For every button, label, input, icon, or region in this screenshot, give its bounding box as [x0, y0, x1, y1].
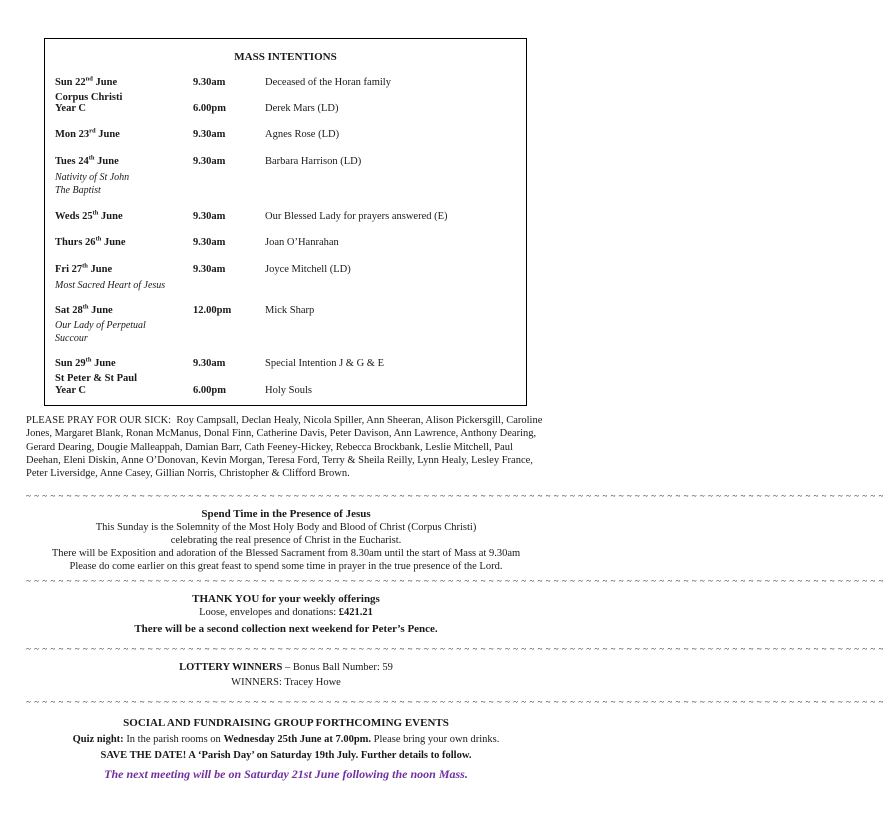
mass-time: 9.30am [193, 237, 226, 248]
quiz-date: Wednesday 25th June at 7.00pm. [223, 734, 372, 745]
next-meeting: The next meeting will be on Saturday 21st June following the noon Mass. [104, 767, 468, 781]
separator: ~ ~ ~ ~ ~ ~ ~ ~ ~ ~ ~ ~ ~ ~ ~ ~ ~ ~ ~ ~ ~ ~ ~ ~ ~ ~ ~ ~ ~ ~ ~ ~ ~ ~ ~ ~ ~ ~ ~ ~ ~ ~ ~ ~ ~ ~ ~ ~ ~ ~ ~ ~ ~ ~ ~ ~ ~ ~ ~ ~ ~ ~ ~ ~ ~ ~ ~ ~ ~ ~ ~ ~ ~ ~ ~ ~ ~ ~ ~ ~ ~ ~ ~ ~ ~ ~ ~ ~ ~ ~ ~ ~ ~ ~ ~ ~ ~ ~ ~ ~ ~ ~ ~ ~ ~ ~ [26, 644, 884, 654]
presence-line-4: Please do come earlier on this great feast to spend some time in prayer in the true presence of the Lord. [69, 561, 503, 572]
mass-intention: Joyce Mitchell (LD) [265, 264, 351, 275]
mass-time: 9.30am [193, 211, 226, 222]
sick-list [26, 414, 548, 480]
presence-line-3: There will be Exposition and adoration of the Blessed Sacrament from 8.30am until the start of Mass at 9.30am [51, 548, 521, 559]
mass-time: 6.00pm [193, 385, 226, 396]
mass-feast-italic: Most Sacred Heart of Jesus [55, 280, 166, 291]
mass-intention: Mick Sharp [265, 305, 315, 316]
events-title: SOCIAL AND FUNDRAISING GROUP FORTHCOMING EVENTS [123, 717, 449, 729]
mass-time: 9.30am [193, 264, 226, 275]
lottery-line [20, 662, 552, 673]
mass-time: 9.30am [193, 77, 226, 88]
mass-day: Thurs 26th June [55, 235, 126, 248]
mass-time: 9.30am [193, 156, 226, 167]
presence-line-2: celebrating the real presence of Christ in the Eucharist. [170, 535, 402, 546]
presence-line-1: This Sunday is the Solemnity of the Most Holy Body and Blood of Christ (Corpus Christi) [95, 522, 477, 533]
mass-feast-name: Corpus Christi [55, 92, 123, 103]
mass-feast-name: Year C [55, 103, 87, 114]
mass-day: Tues 24th June [55, 154, 119, 167]
mass-day: Fri 27th June [55, 262, 113, 275]
mass-intention: Derek Mars (LD) [265, 103, 339, 114]
save-the-date: SAVE THE DATE! A ‘Parish Day’ on Saturday 19th July. Further details to follow. [100, 750, 472, 761]
lottery-bonus: – Bonus Ball Number: 59 [282, 662, 393, 673]
mass-feast-name: St Peter & St Paul [55, 373, 138, 384]
separator: ~ ~ ~ ~ ~ ~ ~ ~ ~ ~ ~ ~ ~ ~ ~ ~ ~ ~ ~ ~ ~ ~ ~ ~ ~ ~ ~ ~ ~ ~ ~ ~ ~ ~ ~ ~ ~ ~ ~ ~ ~ ~ ~ ~ ~ ~ ~ ~ ~ ~ ~ ~ ~ ~ ~ ~ ~ ~ ~ ~ ~ ~ ~ ~ ~ ~ ~ ~ ~ ~ ~ ~ ~ ~ ~ ~ ~ ~ ~ ~ ~ ~ ~ ~ ~ ~ ~ ~ ~ ~ ~ ~ ~ ~ ~ ~ ~ ~ ~ ~ ~ ~ ~ ~ ~ ~ [26, 576, 884, 586]
mass-intention: Barbara Harrison (LD) [265, 156, 362, 167]
mass-intention: Special Intention J & G & E [265, 358, 384, 369]
separator: ~ ~ ~ ~ ~ ~ ~ ~ ~ ~ ~ ~ ~ ~ ~ ~ ~ ~ ~ ~ ~ ~ ~ ~ ~ ~ ~ ~ ~ ~ ~ ~ ~ ~ ~ ~ ~ ~ ~ ~ ~ ~ ~ ~ ~ ~ ~ ~ ~ ~ ~ ~ ~ ~ ~ ~ ~ ~ ~ ~ ~ ~ ~ ~ ~ ~ ~ ~ ~ ~ ~ ~ ~ ~ ~ ~ ~ ~ ~ ~ ~ ~ ~ ~ ~ ~ ~ ~ ~ ~ ~ ~ ~ ~ ~ ~ ~ ~ ~ ~ ~ ~ ~ ~ ~ ~ [26, 491, 884, 501]
mass-feast-italic: Our Lady of Perpetual [55, 320, 146, 331]
mass-intention: Agnes Rose (LD) [265, 129, 340, 140]
mass-day: Weds 25th June [55, 209, 123, 222]
mass-day: Sun 29th June [55, 356, 116, 369]
quiz-night [20, 734, 552, 745]
quiz-pre: In the parish rooms on [123, 734, 224, 745]
presence-title: Spend Time in the Presence of Jesus [201, 508, 371, 520]
mass-feast-italic: The Baptist [55, 185, 101, 196]
offerings-line [20, 607, 552, 618]
mass-feast-italic: Nativity of St John [55, 172, 130, 183]
mass-day: Sun 22nd June [55, 75, 118, 88]
lottery-winners: WINNERS: Tracey Howe [231, 677, 341, 688]
mass-feast-italic: Succour [55, 333, 88, 344]
mass-time: 6.00pm [193, 103, 226, 114]
mass-intention: Deceased of the Horan family [265, 77, 391, 88]
offerings-title: THANK YOU for your weekly offerings [192, 593, 380, 605]
mass-feast-name: Year C [55, 385, 87, 396]
mass-intention: Holy Souls [265, 385, 312, 396]
mass-day: Mon 23rd June [55, 127, 120, 140]
mass-day: Sat 28th June [55, 303, 113, 316]
mass-intention: Our Blessed Lady for prayers answered (E) [265, 211, 448, 222]
quiz-post: Please bring your own drinks. [371, 734, 500, 745]
offerings-amount: £421.21 [338, 607, 373, 618]
mass-time: 9.30am [193, 129, 226, 140]
sick-names: Roy Campsall, Declan Healy, Nicola Spiller, Ann Sheeran, Alison Pickersgill, Caroline Jones, Margaret Blank, Ronan McManus, Donal Finn, Catherine Davis, Peter Davison, Ann Lawrence, Anthony Dearing, Gerard Dearing, Dougie Malleappah, Damian Barr, Cath Feeney-Hickey, Rebecca Brockbank, Leslie Mitchell, Paul Deehan, Eleni Diskin, Anne O’Donovan, Kevin Morgan, Teresa Ford, Terry & Sheila Reilly, Lynn Healy, Lesley France, Peter Liversidge, Anne Casey, Gillian Norris, Christopher & Clifford Brown. [26, 415, 543, 480]
quiz-label: Quiz night: [72, 734, 124, 745]
lottery-title: LOTTERY WINNERS [179, 662, 283, 673]
sick-label: PLEASE PRAY FOR OUR SICK: [26, 415, 172, 426]
offerings-loose: Loose, envelopes and donations: [199, 607, 339, 618]
mass-time: 12.00pm [193, 305, 232, 316]
second-collection: There will be a second collection next weekend for Peter’s Pence. [134, 623, 438, 635]
mass-intention: Joan O’Hanrahan [265, 237, 339, 248]
mass-intentions-box [44, 38, 527, 406]
separator: ~ ~ ~ ~ ~ ~ ~ ~ ~ ~ ~ ~ ~ ~ ~ ~ ~ ~ ~ ~ ~ ~ ~ ~ ~ ~ ~ ~ ~ ~ ~ ~ ~ ~ ~ ~ ~ ~ ~ ~ ~ ~ ~ ~ ~ ~ ~ ~ ~ ~ ~ ~ ~ ~ ~ ~ ~ ~ ~ ~ ~ ~ ~ ~ ~ ~ ~ ~ ~ ~ ~ ~ ~ ~ ~ ~ ~ ~ ~ ~ ~ ~ ~ ~ ~ ~ ~ ~ ~ ~ ~ ~ ~ ~ ~ ~ ~ ~ ~ ~ ~ ~ ~ ~ ~ ~ [26, 697, 884, 707]
mass-intentions-title: MASS INTENTIONS [234, 51, 337, 63]
mass-time: 9.30am [193, 358, 226, 369]
